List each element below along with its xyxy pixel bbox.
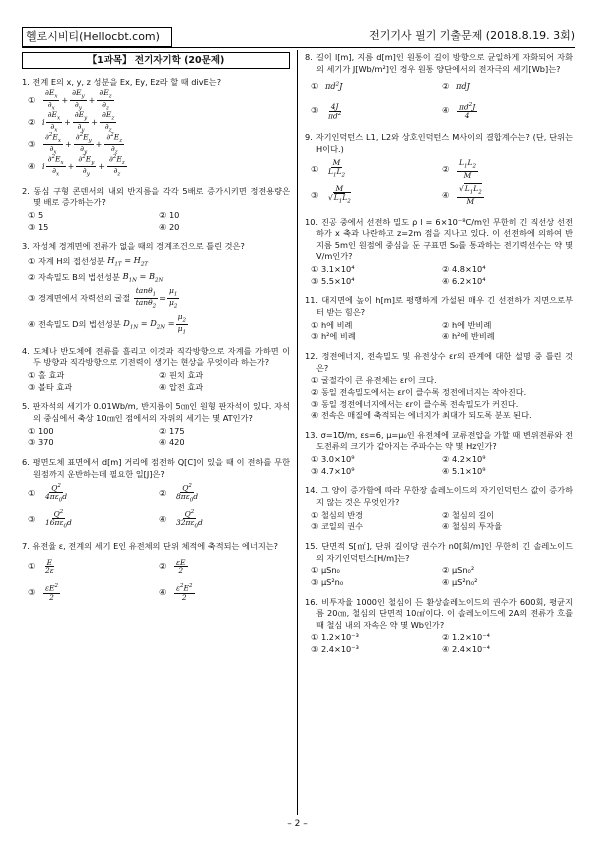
option-2[interactable]: ② 핀치 효과 <box>159 370 204 381</box>
option-3[interactable]: ③ 2.4×10⁻³ <box>311 644 359 655</box>
option-1[interactable]: ① $\frac{M}{L_1L_2}$ <box>311 158 345 179</box>
option-3[interactable]: ③ $\frac{4J}{\pi d^2}$ <box>311 101 342 121</box>
option-3[interactable]: ③ $\frac{Q^2}{16\pi\varepsilon_0d}$ <box>28 508 72 530</box>
question-6 <box>22 457 290 533</box>
question-text: 14. 그 양이 증가함에 따라 무한장 솔레노이드의 자기인덕턴스 값이 증가하지 않는 것은 무엇인가? <box>305 485 573 508</box>
question-3 <box>22 241 290 338</box>
column-divider <box>297 50 298 815</box>
page-header <box>22 27 575 47</box>
question-7 <box>22 541 290 606</box>
question-14 <box>305 485 573 533</box>
option-3[interactable]: ③ 동일 정전에너지에서는 εr이 클수록 전속밀도가 커진다. <box>311 398 519 409</box>
question-16 <box>305 597 573 656</box>
option-1[interactable]: ① μSn₀ <box>311 565 340 576</box>
option-3[interactable]: ③ 4.7×10⁹ <box>311 465 355 476</box>
option-3[interactable]: ③ 경계면에서 자력선의 굴절 $\frac{\tan\theta_1}{\tan\theta_2}$ = $\frac{\mu_1}{\mu_2}$ <box>28 286 178 310</box>
question-text: 5. 판자석의 세기가 0.01Wb/m, 반지름이 5㎝인 원형 판자석이 있다. 자석의 중심에서 축상 10㎝인 점에서의 자위의 세기는 몇 AT인가? <box>22 401 290 424</box>
question-text: 11. 대지면에 높이 h[m]로 평행하게 가설된 매우 긴 선전하가 지면으로부터 받는 힘은? <box>305 295 573 318</box>
option-2[interactable]: ② $\frac{Q^2}{8\pi\varepsilon_0d}$ <box>159 482 199 504</box>
question-10 <box>305 217 573 288</box>
option-1[interactable]: ① 5 <box>28 209 44 220</box>
page-number: – 2 – <box>287 819 308 829</box>
question-text: 6. 평면도체 표면에서 d[m] 거리에 점전하 Q[C]이 있을 때 이 전하를 무한원점까지 운반하는데 필요한 일[J]은? <box>22 456 290 479</box>
option-4[interactable]: ④ 전속은 매질에 축적되는 에너지가 최대가 되도록 분포 된다. <box>311 410 532 421</box>
option-3[interactable]: ③ 코일의 권수 <box>311 521 364 532</box>
right-column <box>305 52 573 664</box>
option-2[interactable]: ② $\frac{L_1L_2}{M}$ <box>442 158 476 180</box>
question-text: 12. 정전에너지, 전속밀도 및 유전상수 εr의 관계에 대한 설명 중 틀린 것은? <box>305 350 573 373</box>
option-1[interactable]: ① $\pi d^2J$ <box>311 81 343 92</box>
question-4 <box>22 346 290 394</box>
option-4[interactable]: ④ 420 <box>159 437 185 448</box>
option-2[interactable]: ② μSn₀² <box>442 565 475 576</box>
exam-title: 전기기사 필기 기출문제 (2018.8.19. 3회) <box>369 29 575 42</box>
option-3[interactable]: ③ $\frac{\varepsilon E^2}{2}$ <box>28 583 58 602</box>
left-column <box>22 52 290 614</box>
option-1[interactable]: ① 홀 효과 <box>28 370 65 381</box>
option-2[interactable]: ② 철심의 길이 <box>442 509 495 520</box>
question-text: 13. σ=1℧/m, εs=6, μ=μ₀인 유전체에 교류전압을 가할 때 변위전류와 전도전류의 크기가 같아지는 주파수는 약 몇 Hz인가? <box>305 429 573 452</box>
option-2[interactable]: ② 4.8×10⁴ <box>442 264 486 275</box>
option-1[interactable]: ① 굴절각이 큰 유전체는 εr이 크다. <box>311 375 437 386</box>
option-2[interactable]: ② πdJ <box>442 81 470 92</box>
option-1[interactable]: ① 자계 H의 접선성분 $H_{1T} = H_{2T}$ <box>28 254 148 268</box>
option-1[interactable]: ① 철심의 반경 <box>311 509 364 520</box>
option-3[interactable]: ③ 15 <box>28 221 49 232</box>
option-4[interactable]: ④ h²에 반비례 <box>442 331 495 342</box>
question-2 <box>22 186 290 234</box>
question-text: 1. 전계 E의 x, y, z 성분을 Ex, Ey, Ez라 할 때 divE는? <box>22 77 222 87</box>
question-text: 4. 도체나 반도체에 전류를 흘리고 이것과 직각방향으로 자계를 가하면 이 두 방향과 직각방향으로 기전력이 생기는 현상을 무엇이라 하는가? <box>22 345 290 368</box>
option-3[interactable]: ③ 370 <box>28 437 54 448</box>
option-4[interactable]: ④ 20 <box>159 221 180 232</box>
question-8 <box>305 52 573 124</box>
option-3[interactable]: ③ μS²n₀ <box>311 576 344 587</box>
option-4[interactable]: ④ 철심의 투자율 <box>442 521 502 532</box>
question-5 <box>22 401 290 449</box>
option-4[interactable]: ④ $\frac{√L_1L_2}{M}$ <box>442 184 482 206</box>
question-text: 8. 길이 l[m], 지름 d[m]인 원통이 길이 방향으로 균일하게 자화되어 자화의 세기가 J[Wb/m²]인 경우 원통 양단에서의 전자극의 세기[Wb]는? <box>305 52 573 74</box>
option-4[interactable]: ④ i $\frac{\partial^2E_x}{\partial_x}$ + $\frac{\partial^2E_y}{\partial_y}$ + $\frac{\partial^2E_z}{\partial_z}$ <box>28 153 125 178</box>
question-15 <box>305 541 573 589</box>
question-12 <box>305 351 573 422</box>
question-11 <box>305 295 573 343</box>
header-rule <box>22 47 575 48</box>
option-2[interactable]: ② h에 반비례 <box>442 319 492 330</box>
option-1[interactable]: ① 3.1×10⁴ <box>311 264 355 275</box>
option-3[interactable]: ③ 5.5×10⁴ <box>311 275 355 286</box>
question-text: 10. 진공 중에서 선전하 밀도 ρ l = 6×10⁻⁸C/m인 무한히 긴 직선상 선전하가 x 축과 나란하고 z=2m 점을 지나고 있다. 이 선전하에 의하여 반지름 5m인 원점에 중심을 둔 구표면 S₀를 통과하는 전기력선수는 약 몇 V/m인가? <box>305 216 573 262</box>
option-1[interactable]: ① $\frac{Q^2}{4\pi\varepsilon_0d}$ <box>28 482 68 504</box>
question-text: 9. 자기인덕턴스 L1, L2와 상호인덕턴스 M사이의 결합계수는? (단, 단위는 H이다.) <box>305 132 573 154</box>
option-2[interactable]: ② 10 <box>159 209 180 220</box>
question-1 <box>22 77 290 178</box>
question-text: 16. 비투자율 1000인 철심이 든 환상솔레노이드의 권수가 600회, 평균지름 20㎝, 철심의 단면적 10㎠이다. 이 솔레노이드에 2A의 전류가 흐를 때 철심 내의 자속은 약 몇 Wb인가? <box>305 596 573 630</box>
option-2[interactable]: ② i $\frac{\partial E_x}{\partial_x}$ + $\frac{\partial E_y}{\partial_y}$ + $\frac{\partial E_z}{\partial_z}$ <box>28 109 115 134</box>
option-4[interactable]: ④ 5.1×10⁹ <box>442 465 486 476</box>
question-text: 2. 동심 구형 콘덴서의 내외 반지름을 각각 5배로 증가시키면 정전용량은 몇 배로 증가하는가? <box>22 185 290 208</box>
question-9 <box>305 132 573 208</box>
option-1[interactable]: ① 3.0×10⁹ <box>311 454 355 465</box>
question-13 <box>305 430 573 478</box>
option-2[interactable]: ② 1.2×10⁻⁴ <box>442 632 490 643</box>
question-text: 15. 단면적 S[㎡], 단위 길이당 권수가 n0[회/m]인 무한히 긴 솔레노이드의 자기인덕턴스[H/m]는? <box>305 540 573 563</box>
option-4[interactable]: ④ μS²n₀² <box>442 576 478 587</box>
option-2[interactable]: ② 4.2×10⁹ <box>442 454 486 465</box>
option-4[interactable]: ④ $\frac{\varepsilon^2E^2}{2}$ <box>159 583 193 602</box>
option-4[interactable]: ④ 2.4×10⁻⁴ <box>442 644 490 655</box>
option-1[interactable]: ① 100 <box>28 425 54 436</box>
section-title: 【1과목】 전기자기학 (20문제) <box>22 52 290 69</box>
question-text: 7. 유전율 ε, 전계의 세기 E인 유전체의 단위 체적에 축적되는 에너지는? <box>22 541 279 552</box>
option-2[interactable]: ② 자속밀도 B의 법선성분 $B_{1N} = B_{2N}$ <box>28 270 164 284</box>
option-4[interactable]: ④ 압전 효과 <box>159 381 204 392</box>
option-3[interactable]: ③ $\frac{\partial^2E_x}{\partial_x}$ + $\frac{\partial^2E_y}{\partial_y}$ + $\frac{\partial^2E_z}{\partial_z}$ <box>28 131 123 156</box>
option-4[interactable]: ④ $\frac{Q^2}{32\pi\varepsilon_0d}$ <box>159 508 203 530</box>
option-3[interactable]: ③ 볼타 효과 <box>28 381 73 392</box>
option-2[interactable]: ② $\frac{\varepsilon E}{2}$ <box>159 557 186 576</box>
option-2[interactable]: ② 동일 전속밀도에서는 εr이 클수록 정전에너지는 작아진다. <box>311 386 527 397</box>
option-4[interactable]: ④ $\frac{\pi d^2J}{4}$ <box>442 101 476 121</box>
option-1[interactable]: ① 1.2×10⁻³ <box>311 632 359 643</box>
option-4[interactable]: ④ 6.2×10⁴ <box>442 275 486 286</box>
option-3[interactable]: ③ $\frac{M}{√L_1L_2}$ <box>311 184 351 205</box>
option-3[interactable]: ③ h²에 비례 <box>311 331 356 342</box>
question-text: 3. 자성체 경계면에 전류가 없을 때의 경계조건으로 틀린 것은? <box>22 241 245 252</box>
option-4[interactable]: ④ 전속밀도 D의 법선성분 $D_{1N} = D_{2N}$ = $\frac{\mu_2}{\mu_1}$ <box>28 312 186 336</box>
option-1[interactable]: ① $\frac{\partial E_x}{\partial_x}$ + $\frac{\partial E_y}{\partial_y}$ + $\frac{\partial E_z}{\partial_z}$ <box>28 87 112 112</box>
option-1[interactable]: ① $\frac{E}{2\varepsilon}$ <box>28 557 54 576</box>
option-1[interactable]: ① h에 비례 <box>311 319 353 330</box>
option-2[interactable]: ② 175 <box>159 425 185 436</box>
site-label: 헬로시비티(Hellocbt.com) <box>22 27 172 47</box>
